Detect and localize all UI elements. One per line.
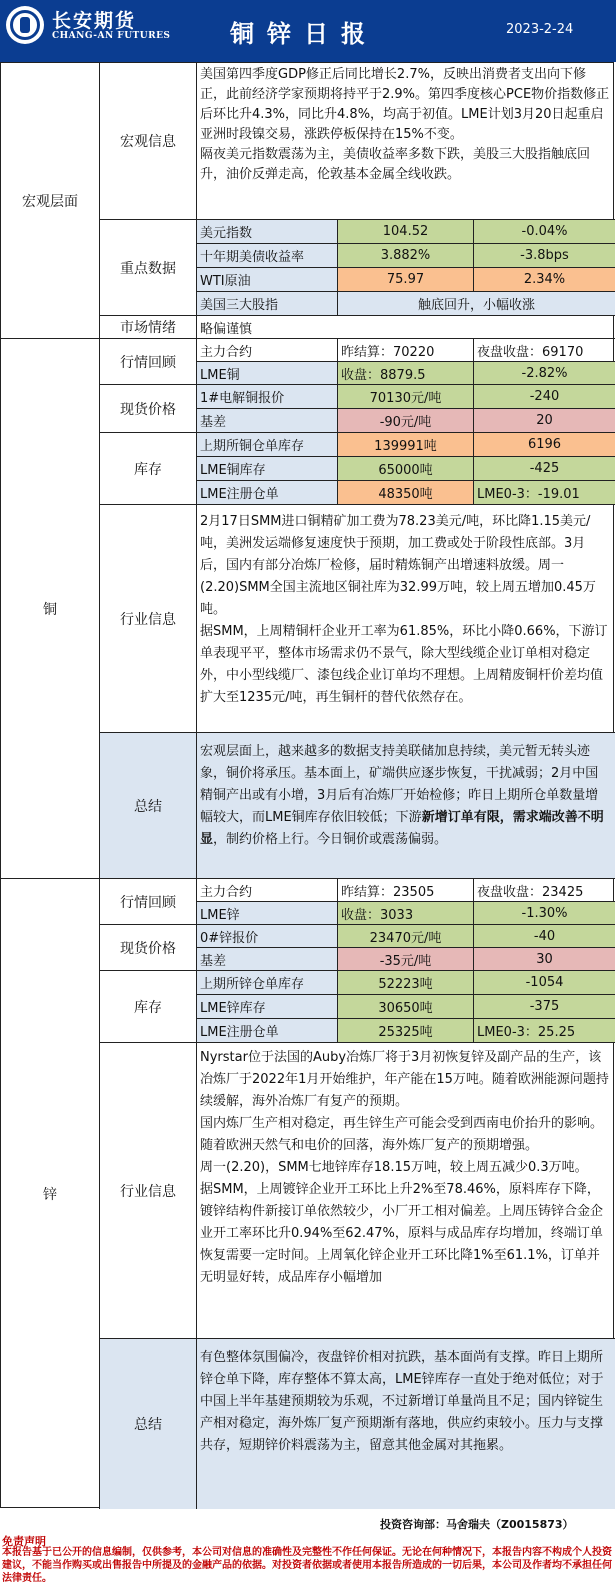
zinc-industry-para: 周一(2.20)，SMM七地锌库存18.15万吨，较上周五减少0.3万吨。 [200, 1160, 588, 1175]
copper-summary-part: 宏观层面上，越来越多的数据支持美联储加息持续，美元暂无转头迹象，铜价将承压。基本面上，矿端供应逐步恢复，干扰减弱；2月中国精铜产出或有小增，3月后有冶炼厂开始检修；昨日上期所仓单数量增幅较大，而LME铜库存依旧较低；下游 [200, 744, 599, 825]
zinc-inv-value: 25325吨 [338, 1019, 474, 1043]
key-data-name: 十年期美债收益率 [197, 244, 338, 268]
report-header [0, 0, 616, 62]
copper-settle: 昨结算：70220 [338, 339, 474, 362]
zinc-lme-change: -1.30% [474, 902, 615, 925]
zinc-lme-close: 收盘：3033 [338, 902, 474, 925]
copper-inv-name: LME铜库存 [197, 457, 338, 481]
disclaimer-title: 免责声明 [2, 1535, 46, 1548]
zinc-inventory-label: 库存 [100, 971, 197, 1043]
key-data-value: 3.882% [338, 244, 474, 268]
copper-spot-label: 现货价格 [100, 385, 197, 433]
macro-info-para: 隔夜美元指数震荡为主，美债收益率多数下跌，美股三大股指触底回升，油价反弹走高，伦敦基本金属全线收跌。 [200, 147, 591, 182]
copper-basis-change: 20 [474, 409, 615, 433]
copper-spot-price: 70130元/吨 [338, 385, 474, 409]
sentiment-label: 市场情绪 [100, 316, 197, 339]
zinc-basis-value: -35元/吨 [338, 948, 474, 971]
zinc-basis-change: 30 [474, 948, 615, 971]
zinc-inv-change: LME0-3：25.25 [474, 1019, 615, 1043]
zinc-inv-name: LME锌库存 [197, 995, 338, 1019]
zinc-spot-price: 23470元/吨 [338, 925, 474, 948]
brand-name-en: CHANG-AN FUTURES [52, 31, 171, 41]
zinc-summary-text [197, 1339, 615, 1509]
copper-review-label: 行情回顾 [100, 339, 197, 385]
zinc-spot-label: 现货价格 [100, 925, 197, 971]
zinc-basis-name: 基差 [197, 948, 338, 971]
key-data-value: 75.97 [338, 268, 474, 292]
copper-inv-value: 139991吨 [338, 433, 474, 457]
copper-night-close: 夜盘收盘：69170 [474, 339, 615, 362]
disclaimer-text: 本报告基于已公开的信息编制，仅供参考，本公司对信息的准确性及完整性不作任何保证。无论在何种情况下，本报告内容不构成个人投资建议，不能当作购买或出售报告中所提及的金融产品的依据。对投资者依据或者使用本报告所造成的一切后果，本公司及作者均不承担任何法律责任。 [2, 1547, 612, 1584]
zinc-review-label: 行情回顾 [100, 879, 197, 925]
zinc-inv-change: -1054 [474, 971, 615, 995]
zinc-settle: 昨结算：23505 [338, 879, 474, 902]
copper-industry-label: 行业信息 [100, 505, 197, 733]
copper-summary-text [197, 733, 615, 879]
zinc-summary-body: 有色整体氛围偏冷，夜盘锌价相对抗跌，基本面尚有支撑。昨日上期所锌仓单下降，库存整体不算太高，LME锌库存一直处于绝对低位；对于中国上半年基建预期较为乐观，不过新增订单量尚且不足；国内锌锭生产相对稳定，海外炼厂复产预期渐有落地，供应约束较小。压力与支撑共存，短期锌价料震荡为主，留意其他金属对其拖累。 [200, 1350, 604, 1453]
zinc-industry-label: 行业信息 [100, 1043, 197, 1339]
zinc-spot-change: -40 [474, 925, 615, 948]
key-data-name: WTI原油 [197, 268, 338, 292]
zinc-inv-name: 上期所锌仓单库存 [197, 971, 338, 995]
copper-spot-name: 1#电解铜报价 [197, 385, 338, 409]
key-data-name: 美元指数 [197, 220, 338, 244]
report-table [0, 62, 614, 1508]
key-data-value: 触底回升，小幅收涨 [338, 292, 615, 316]
section-macro: 宏观层面 [1, 63, 100, 339]
zinc-industry-text [197, 1043, 615, 1339]
copper-summary-label: 总结 [100, 733, 197, 879]
zinc-inv-value: 52223吨 [338, 971, 474, 995]
zinc-spot-name: 0#锌报价 [197, 925, 338, 948]
copper-lme-change: -2.82% [474, 362, 615, 385]
zinc-main-contract: 主力合约 [197, 879, 338, 902]
copper-lme-name: LME铜 [197, 362, 338, 385]
zinc-inv-value: 30650吨 [338, 995, 474, 1019]
copper-inv-value: 48350吨 [338, 481, 474, 505]
copper-summary-part: ，制约价格上行。今日铜价或震荡偏弱。 [213, 832, 448, 847]
macro-info-para: 美国第四季度GDP修正后同比增长2.7%，反映出消费者支出向下修正，此前经济学家预期将持平于2.9%。第四季度核心PCE物价指数修正后环比升4.3%，同比升4.8%，均高于初值。LME计划3月20日起重启亚洲时段镍交易，涨跌停板保持在15%不变。 [200, 67, 610, 142]
copper-inv-name: 上期所铜仓单库存 [197, 433, 338, 457]
zinc-night-close: 夜盘收盘：23425 [474, 879, 615, 902]
copper-inventory-label: 库存 [100, 433, 197, 505]
copper-basis-name: 基差 [197, 409, 338, 433]
copper-basis-value: -90元/吨 [338, 409, 474, 433]
copper-summary-highlight: 新增订单有限，需求端改善不明显 [200, 810, 604, 847]
key-data-change: -3.8bps [474, 244, 615, 268]
zinc-inv-change: -375 [474, 995, 615, 1019]
copper-inv-name: LME注册仓单 [197, 481, 338, 505]
zinc-industry-para: Nyrstar位于法国的Auby冶炼厂将于3月初恢复锌及副产品的生产，该冶炼厂于2022年1月开始维护，年产能在15万吨。随着欧洲能源问题持续缓解，海外冶炼厂有复产的预期。 [200, 1050, 609, 1109]
copper-inv-change: -425 [474, 457, 615, 481]
zinc-industry-para: 据SMM，上周镀锌企业开工环比上升2%至78.46%，原料库存下降，镀锌结构件新接订单依然较少，小厂开工相对偏差。上周压铸锌合金企业开工率环比升0.94%至62.47%，原料与成品库存均增加，终端订单恢复需要一定时间。上周氧化锌企业开工环比降1%至61.1%，订单并无明显好转，成品库存小幅增加 [200, 1182, 604, 1285]
sentiment-value: 略偏谨慎 [197, 316, 615, 339]
key-data-value: 104.52 [338, 220, 474, 244]
copper-spot-change: -240 [474, 385, 615, 409]
key-data-label: 重点数据 [100, 220, 197, 316]
copper-lme-close: 收盘：8879.5 [338, 362, 474, 385]
copper-industry-para: 据SMM，上周精铜杆企业开工率为61.85%，环比小降0.66%，下游订单表现平平，整体市场需求仍不景气，除大型线缆企业订单相对稳定外，中小型线缆厂、漆包线企业订单均不理想。上周精废铜杆价差均值扩大至1235元/吨，再生铜杆的替代依然存在。 [200, 624, 608, 705]
zinc-industry-para: 国内炼厂生产相对稳定，再生锌生产可能会受到西南电价抬升的影响。随着欧洲天然气和电价的回落，海外炼厂复产的预期增强。 [200, 1116, 604, 1153]
company-logo-icon [6, 6, 44, 44]
copper-main-contract: 主力合约 [197, 339, 338, 362]
section-zinc: 锌 [1, 879, 100, 1509]
copper-inv-change: 6196 [474, 433, 615, 457]
section-copper: 铜 [1, 339, 100, 879]
key-data-change: -0.04% [474, 220, 615, 244]
macro-info-text [197, 63, 615, 220]
copper-industry-para: 2月17日SMM进口铜精矿加工费为78.23美元/吨，环比降1.15美元/吨，美洲发运端修复速度快于预期，加工费或处于阶段性底部。3月后，国内有部分冶炼厂检修，届时精炼铜产出增速料放缓。周一(2.20)SMM全国主流地区铜社库为32.99万吨，较上周五增加0.45万吨。 [200, 514, 596, 617]
copper-industry-text [197, 505, 615, 733]
copper-inv-value: 65000吨 [338, 457, 474, 481]
brand-name: 长安期货 [52, 10, 137, 32]
copper-inv-change: LME0-3：-19.01 [474, 481, 615, 505]
key-data-name: 美国三大股指 [197, 292, 338, 316]
analyst-contact: 投资咨询部：马舍瑞夫（Z0015873） [380, 1518, 574, 1531]
macro-info-label: 宏观信息 [100, 63, 197, 220]
key-data-change: 2.34% [474, 268, 615, 292]
report-title: 铜锌日报 [230, 20, 378, 48]
zinc-inv-name: LME注册仓单 [197, 1019, 338, 1043]
zinc-lme-name: LME锌 [197, 902, 338, 925]
report-date: 2023-2-24 [506, 22, 574, 37]
zinc-summary-label: 总结 [100, 1339, 197, 1509]
